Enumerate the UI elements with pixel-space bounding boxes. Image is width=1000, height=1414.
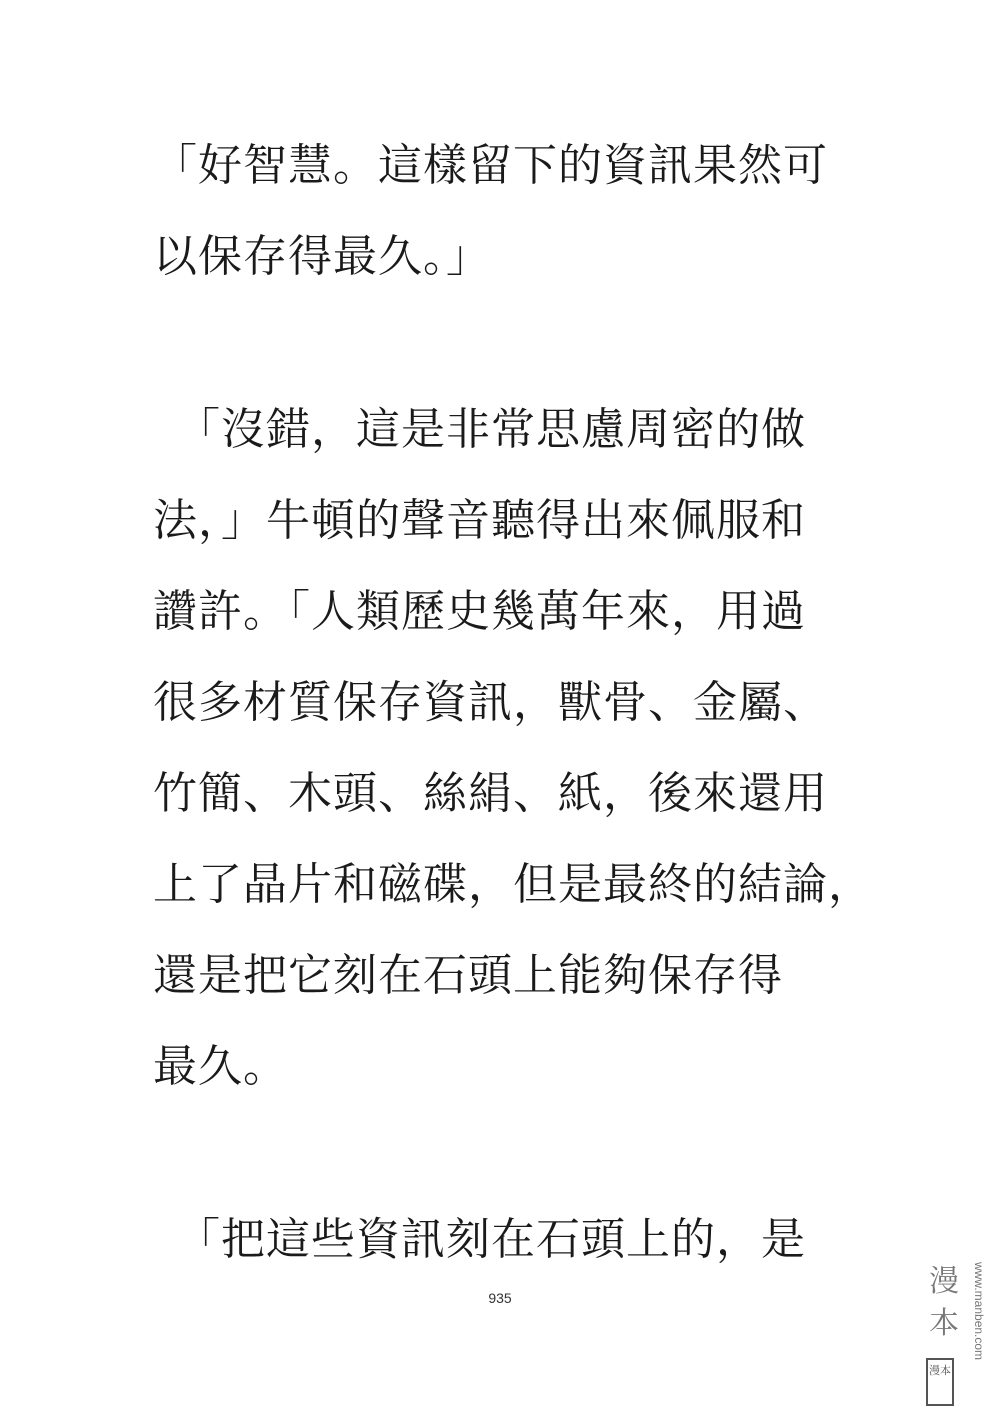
watermark-char-2: 本	[929, 1306, 959, 1341]
text-line-7: 竹簡、木頭、絲絹、紙，後來還用	[153, 768, 828, 819]
paragraph-break	[153, 1112, 873, 1194]
text-line-2: 以保存得最久。」	[153, 231, 491, 282]
text-line-3: 「沒錯，這是非常思慮周密的做	[153, 404, 806, 455]
text-line-9: 還是把它刻在石頭上能夠保存得	[153, 950, 783, 1001]
text-line-1: 「好智慧。這樣留下的資訊果然可	[153, 140, 828, 191]
paragraph-break	[153, 302, 873, 384]
text-line-11: 「把這些資訊刻在石頭上的，是	[153, 1214, 806, 1265]
text-line-8: 上了晶片和磁碟，但是最終的結論，	[153, 859, 873, 910]
text-line-5: 讚許。「人類歷史幾萬年來，用過	[153, 586, 806, 637]
watermark-url: www.manben.com	[972, 1262, 986, 1361]
text-line-10: 最久。	[153, 1041, 288, 1092]
watermark-seal: 漫本	[926, 1358, 954, 1406]
text-line-4: 法，」牛頓的聲音聽得出來佩服和	[153, 495, 806, 546]
watermark-char-1: 漫	[929, 1264, 959, 1299]
text-line-6: 很多材質保存資訊，獸骨、金屬、	[153, 677, 828, 728]
page-number: 935	[488, 1290, 512, 1306]
watermark-logo	[922, 1262, 994, 1410]
body-text	[153, 120, 873, 1285]
